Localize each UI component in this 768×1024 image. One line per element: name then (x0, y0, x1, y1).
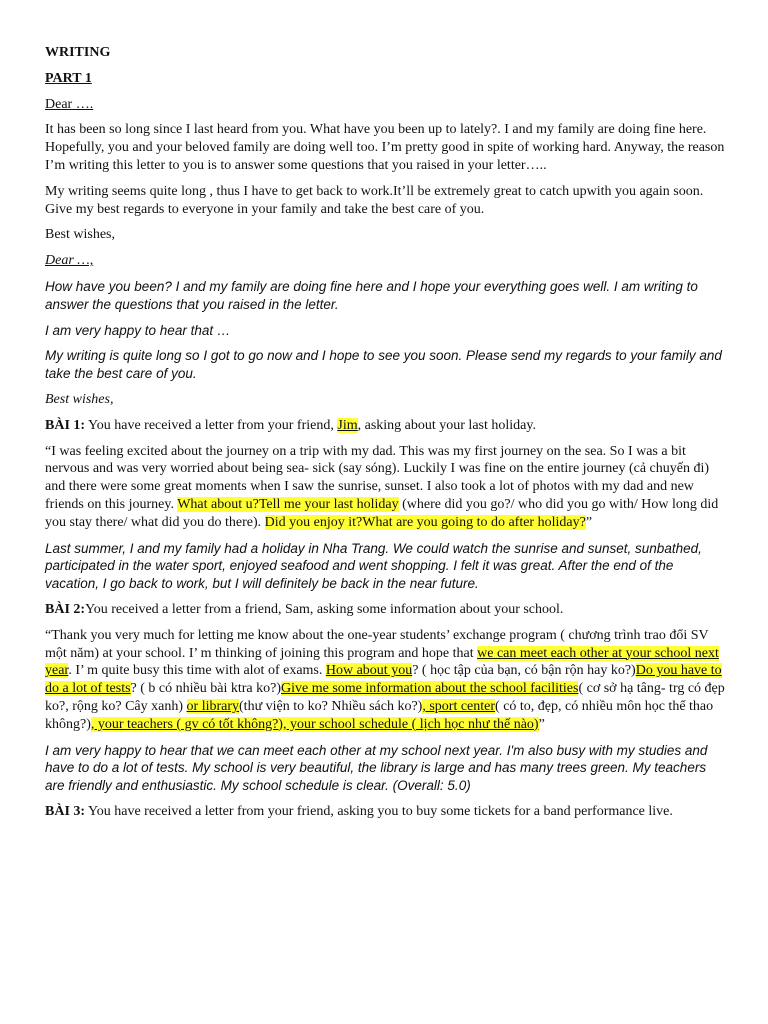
bai2-quote-highlight-1: we can meet each other at your school next year (45, 645, 719, 679)
bai2-quote-text-6: (thư viện to ko? Nhiều sách ko?) (239, 698, 423, 714)
bai2-quote-highlight-7: , your teachers ( gv có tốt không?), your school schedule ( lịch học như thế nào) (90, 716, 539, 732)
document-heading: WRITING (45, 45, 111, 60)
bai2-prompt (45, 601, 728, 619)
bai2-quote-text-2: . I’ m quite busy this time with alot of exams. (68, 663, 326, 679)
bai1-quote-text-b: (where did you go?/ who did you go with/ How long did you stay there/ what did you do there). (45, 496, 719, 530)
letter2-paragraph-3: My writing is quite long so I got to go now and I hope to see you soon. Please send my regards to your family and take the best care of you. (45, 348, 722, 382)
bai1-answer: Last summer, I and my family had a holiday in Nha Trang. We could watch the sunrise and sunset, sunbathed, participated in the water sport, enjoyed seafood and went shopping. I felt it was great. After the end of the vacation, I go back to work, but I will definitely be back in the near future. (45, 540, 702, 592)
bai2-quote-text-5: ( cơ sở hạ tâng- trg có đẹp ko?, rộng ko? Cây xanh) (45, 681, 725, 714)
bai2-quote-highlight-4: Give me some information about the school facilities (281, 681, 579, 697)
bai2-quote-end: ” (538, 716, 545, 732)
bai2-answer: I am very happy to hear that we can meet each other at my school next year. I'm also busy with my studies and have to do a lot of tests. My school is very beautiful, the library is large and has many trees green. My teachers are friendly and enthusiastic. My school schedule is clear. (Overall: 5.0) (45, 742, 708, 794)
letter1-closing: Best wishes, (45, 227, 115, 243)
bai3-label: BÀI 3: (45, 803, 86, 819)
bai1-label: BÀI 1: (45, 417, 86, 433)
bai1-letter-quote (45, 443, 728, 532)
bai2-prompt-text: You received a letter from a friend, Sam, asking some information about your school. (85, 601, 564, 617)
bai3-prompt (45, 803, 728, 821)
bai1-prompt-b: , asking about your last holiday. (357, 417, 536, 433)
bai1-quote-highlight-1: What about u?Tell me your last holiday (177, 496, 399, 512)
letter1-paragraph-2: My writing seems quite long , thus I have to get back to work.It’ll be extremely great to catch upwith you again soon. Give my best regards to everyone in your family and take the best care of you. (45, 183, 704, 217)
letter1-paragraph-1: It has been so long since I last heard from you. What have you been up to lately?. I and my family are doing fine here. Hopefully, you and your beloved family are doing well too. I’m pretty good in spite of working hard. Anyway, the reason I’m writing this letter to you is to answer some questions that you raised in your letter….. (45, 122, 725, 173)
bai2-quote-text-1: “Thank you very much for letting me know about the one-year students’ exchange program ( chương trình trao đổi SV một năm) at your school. I’ m thinking of joining this program and hope that (45, 627, 709, 661)
letter2-greeting: Dear …, (45, 253, 94, 269)
bai2-quote-highlight-6: , sport center (422, 698, 496, 714)
bai1-quote-end: ” (585, 514, 593, 530)
bai1-prompt-a: You have received a letter from your friend, (85, 417, 338, 433)
letter2-paragraph-2: I am very happy to hear that … (45, 322, 231, 338)
bai2-label: BÀI 2: (45, 601, 86, 617)
bai1-prompt (45, 417, 728, 435)
bai1-friend-name: Jim (337, 417, 358, 433)
part-heading: PART 1 (45, 70, 92, 86)
bai2-quote-highlight-2: How about you (325, 663, 413, 679)
bai1-quote-highlight-2: Did you enjoy it?What are you going to do after holiday? (264, 514, 586, 530)
bai2-quote-highlight-3: Do you have to do a lot of tests (45, 663, 722, 697)
letter1-greeting: Dear …. (45, 96, 94, 112)
letter2-closing: Best wishes, (45, 391, 114, 407)
bai2-quote-text-3: ? ( học tập của bạn, có bận rộn hay ko?) (412, 663, 636, 679)
bai3-prompt-text: You have received a letter from your friend, asking you to buy some tickets for a band performance live. (85, 803, 673, 819)
bai2-quote-highlight-5: or library (186, 698, 240, 714)
bai2-quote-text-7: ( có to, đẹp, có nhiều môn học thể thao không?) (45, 698, 714, 732)
letter2-paragraph-1: How have you been? I and my family are doing fine here and I hope your everything goes well. I am writing to answer the questions that you raised in the letter. (45, 278, 698, 312)
bai2-letter-quote (45, 627, 728, 734)
bai2-quote-text-4: ? ( b có nhiều bài ktra ko?) (130, 681, 281, 697)
bai1-quote-text-a: “I was feeling excited about the journey on a trip with my dad. This was my first journey on the sea. So I was a bit nervous and was very worried about being sea- sick (say sóng). Luckily I was fine on the entire journey (cả chuyến đi) and there were some great moments when I saw the sunrise, sunset. I also took a lot of photos with my dad and new friends on this journey. (45, 443, 710, 512)
